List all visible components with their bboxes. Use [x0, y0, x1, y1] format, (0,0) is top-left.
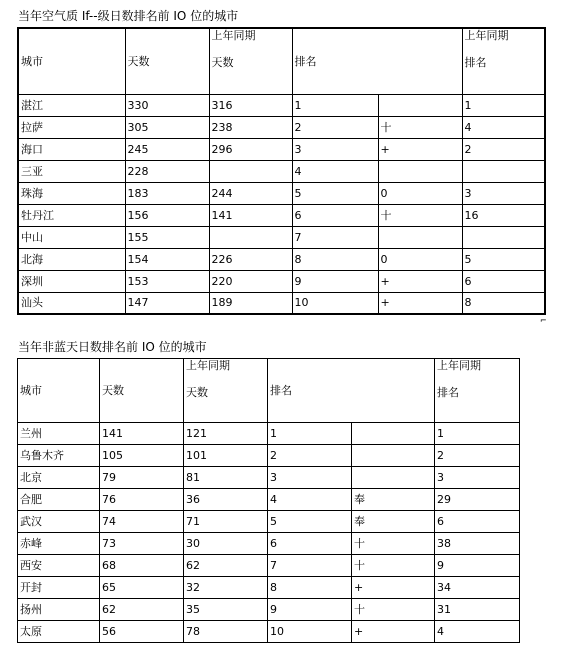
table-row	[18, 204, 545, 226]
cell-city: 兰州	[18, 423, 100, 445]
table-row	[18, 599, 520, 621]
table-row	[18, 511, 520, 533]
cell-prev-days	[209, 226, 292, 248]
cell-rank: 4	[292, 160, 378, 182]
cell-trend	[352, 423, 435, 445]
cell-prev-days: 296	[209, 138, 292, 160]
header-rank: 排名	[268, 359, 435, 423]
cell-city: 乌鲁木齐	[18, 445, 100, 467]
cell-prev-days: 101	[184, 445, 268, 467]
cell-trend	[352, 467, 435, 489]
cell-city: 武汉	[18, 511, 100, 533]
header-prev-days-line2: 天数	[186, 386, 208, 399]
cell-prev-rank: 6	[435, 511, 520, 533]
cell-prev-days: 62	[184, 555, 268, 577]
cell-prev-days: 81	[184, 467, 268, 489]
table-row	[18, 577, 520, 599]
cell-city: 西安	[18, 555, 100, 577]
table2	[17, 358, 520, 643]
cell-trend: 十	[352, 533, 435, 555]
cell-trend: +	[378, 292, 462, 314]
cell-prev-rank	[462, 160, 545, 182]
header-prev-days	[209, 28, 292, 94]
cell-rank: 9	[292, 270, 378, 292]
table-row	[18, 160, 545, 182]
table-row	[18, 489, 520, 511]
table1	[17, 27, 546, 315]
cell-city: 中山	[18, 226, 125, 248]
table-row	[18, 270, 545, 292]
cell-prev-rank: 29	[435, 489, 520, 511]
cell-city: 湛江	[18, 94, 125, 116]
header-prev-rank-line2: 排名	[437, 386, 459, 399]
cell-days: 155	[125, 226, 209, 248]
table1-title: 当年空气质 If--级日数排名前 IO 位的城市	[18, 9, 239, 23]
cell-prev-days: 316	[209, 94, 292, 116]
cell-trend: 奉	[352, 511, 435, 533]
header-prev-days-line1: 上年同期	[186, 359, 230, 372]
cell-days: 183	[125, 182, 209, 204]
cell-prev-rank: 6	[462, 270, 545, 292]
table-row	[18, 138, 545, 160]
table-row	[18, 182, 545, 204]
cell-city: 北海	[18, 248, 125, 270]
cell-trend	[352, 445, 435, 467]
header-prev-rank	[435, 359, 520, 423]
cell-trend: 十	[378, 204, 462, 226]
table-row	[18, 533, 520, 555]
table-row	[18, 621, 520, 643]
cell-prev-rank: 34	[435, 577, 520, 599]
cell-rank: 10	[292, 292, 378, 314]
cell-prev-rank: 9	[435, 555, 520, 577]
cell-rank: 6	[292, 204, 378, 226]
cell-days: 228	[125, 160, 209, 182]
cell-trend: +	[352, 621, 435, 643]
cell-days: 245	[125, 138, 209, 160]
cell-days: 74	[100, 511, 184, 533]
cell-days: 330	[125, 94, 209, 116]
cell-prev-days: 121	[184, 423, 268, 445]
cell-rank: 5	[268, 511, 352, 533]
cell-prev-days: 220	[209, 270, 292, 292]
cell-prev-rank: 3	[462, 182, 545, 204]
cell-prev-rank: 38	[435, 533, 520, 555]
header-days: 天数	[100, 359, 184, 423]
table2-header-row	[18, 359, 520, 423]
cell-rank: 2	[292, 116, 378, 138]
table1-header-row	[18, 28, 545, 94]
cell-rank: 8	[292, 248, 378, 270]
cell-prev-days: 78	[184, 621, 268, 643]
cell-prev-rank: 4	[435, 621, 520, 643]
cell-days: 153	[125, 270, 209, 292]
header-days: 天数	[125, 28, 209, 94]
cell-days: 154	[125, 248, 209, 270]
header-prev-rank-line1: 上年同期	[437, 359, 481, 372]
cell-trend	[378, 94, 462, 116]
cell-prev-days: 226	[209, 248, 292, 270]
header-city: 城市	[18, 28, 125, 94]
cell-trend: 0	[378, 248, 462, 270]
cell-trend: 十	[352, 599, 435, 621]
cell-city: 北京	[18, 467, 100, 489]
cell-days: 141	[100, 423, 184, 445]
cell-days: 79	[100, 467, 184, 489]
cell-city: 三亚	[18, 160, 125, 182]
cell-prev-rank: 8	[462, 292, 545, 314]
cell-city: 赤峰	[18, 533, 100, 555]
cell-city: 牡丹江	[18, 204, 125, 226]
cell-days: 156	[125, 204, 209, 226]
header-prev-rank	[462, 28, 545, 94]
cell-prev-rank	[462, 226, 545, 248]
cell-prev-rank: 16	[462, 204, 545, 226]
cell-prev-rank: 2	[435, 445, 520, 467]
cell-trend: 0	[378, 182, 462, 204]
header-rank: 排名	[292, 28, 462, 94]
cell-city: 拉萨	[18, 116, 125, 138]
cell-trend: +	[352, 577, 435, 599]
header-prev-rank-line1: 上年同期	[464, 29, 509, 42]
cell-days: 305	[125, 116, 209, 138]
cell-prev-rank: 3	[435, 467, 520, 489]
cell-days: 76	[100, 489, 184, 511]
cell-trend	[378, 160, 462, 182]
cell-trend: +	[378, 270, 462, 292]
cell-rank: 10	[268, 621, 352, 643]
cell-rank: 5	[292, 182, 378, 204]
cell-prev-days: 71	[184, 511, 268, 533]
cell-trend: 十	[352, 555, 435, 577]
cell-prev-days: 244	[209, 182, 292, 204]
cell-days: 147	[125, 292, 209, 314]
cell-city: 合肥	[18, 489, 100, 511]
cell-prev-days: 36	[184, 489, 268, 511]
cell-prev-rank: 1	[462, 94, 545, 116]
table-row	[18, 555, 520, 577]
cell-prev-days	[209, 160, 292, 182]
cell-days: 73	[100, 533, 184, 555]
cell-rank: 8	[268, 577, 352, 599]
cell-days: 62	[100, 599, 184, 621]
header-prev-days-line2: 天数	[211, 56, 234, 69]
cell-prev-rank: 1	[435, 423, 520, 445]
cell-rank: 1	[268, 423, 352, 445]
table-row	[18, 445, 520, 467]
cell-prev-rank: 4	[462, 116, 545, 138]
cell-rank: 1	[292, 94, 378, 116]
cell-prev-rank: 2	[462, 138, 545, 160]
cell-rank: 7	[268, 555, 352, 577]
cell-city: 珠海	[18, 182, 125, 204]
cell-city: 扬州	[18, 599, 100, 621]
header-prev-days	[184, 359, 268, 423]
cell-prev-days: 32	[184, 577, 268, 599]
table-row	[18, 116, 545, 138]
cell-rank: 7	[292, 226, 378, 248]
cell-rank: 4	[268, 489, 352, 511]
table-row	[18, 226, 545, 248]
cell-city: 太原	[18, 621, 100, 643]
cell-days: 105	[100, 445, 184, 467]
cell-rank: 6	[268, 533, 352, 555]
cell-prev-days: 35	[184, 599, 268, 621]
cell-rank: 9	[268, 599, 352, 621]
cell-prev-rank: 31	[435, 599, 520, 621]
table-row	[18, 292, 545, 314]
cell-prev-days: 30	[184, 533, 268, 555]
table-row	[18, 94, 545, 116]
cell-rank: 3	[268, 467, 352, 489]
cell-days: 56	[100, 621, 184, 643]
corner-mark: ⌐	[540, 316, 547, 325]
cell-rank: 3	[292, 138, 378, 160]
cell-trend: +	[378, 138, 462, 160]
cell-days: 68	[100, 555, 184, 577]
header-prev-days-line1: 上年同期	[211, 29, 256, 42]
cell-city: 汕头	[18, 292, 125, 314]
cell-city: 海口	[18, 138, 125, 160]
cell-prev-days: 189	[209, 292, 292, 314]
table2-title: 当年非蓝天日数排名前 IO 位的城市	[18, 340, 207, 354]
cell-days: 65	[100, 577, 184, 599]
cell-city: 深圳	[18, 270, 125, 292]
cell-city: 开封	[18, 577, 100, 599]
table-row	[18, 423, 520, 445]
cell-rank: 2	[268, 445, 352, 467]
cell-trend: 奉	[352, 489, 435, 511]
cell-trend: 十	[378, 116, 462, 138]
cell-prev-days: 238	[209, 116, 292, 138]
table-row	[18, 467, 520, 489]
cell-prev-days: 141	[209, 204, 292, 226]
header-prev-rank-line2: 排名	[464, 56, 487, 69]
cell-prev-rank: 5	[462, 248, 545, 270]
cell-trend	[378, 226, 462, 248]
table-row	[18, 248, 545, 270]
header-city: 城市	[18, 359, 100, 423]
